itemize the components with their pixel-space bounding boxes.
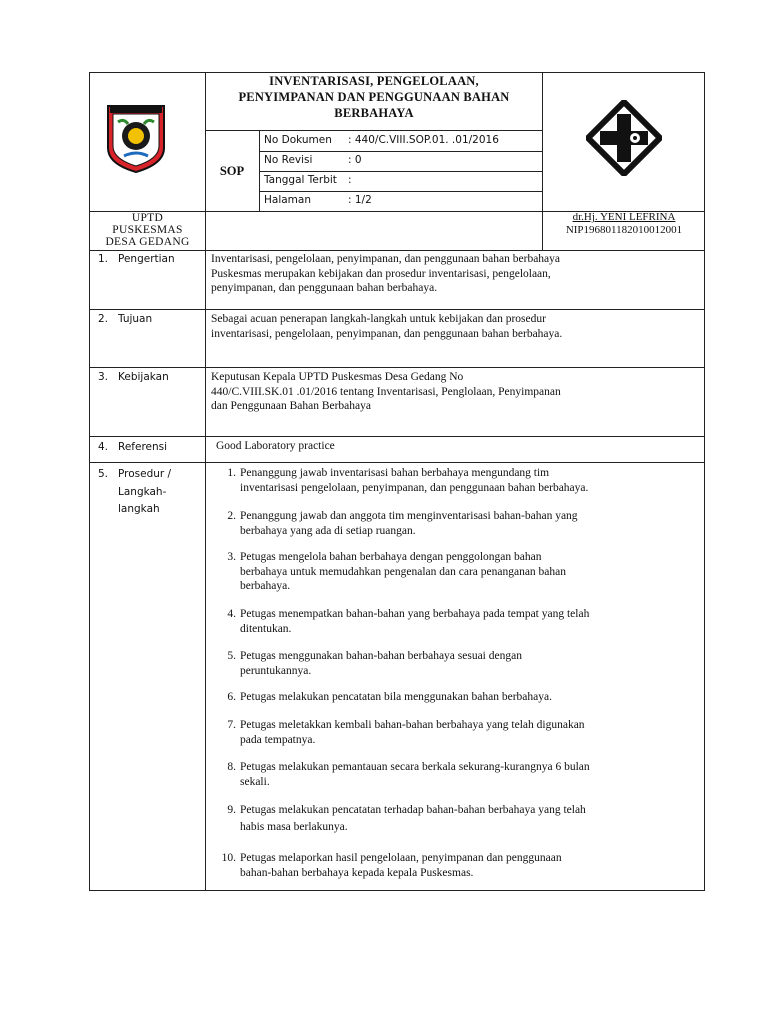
- step-line: Petugas melakukan pemantauan secara berkala sekurang-kurangnya 6 bulan: [240, 761, 590, 773]
- text-line: dan Penggunaan Bahan Berbahaya: [211, 400, 371, 412]
- text-line: Puskesmas merupakan kebijakan dan prosedur inventarisasi, pengelolaan,: [211, 267, 551, 280]
- step-line: ditentukan.: [240, 622, 292, 635]
- step-line: sekali.: [240, 775, 270, 788]
- step-line: berbahaya.: [240, 580, 291, 592]
- step-line: inventarisasi pengelolaan, penyimpanan, dan penggunaan bahan berbahaya.: [240, 481, 589, 494]
- signer-block: [544, 211, 704, 237]
- section-body-referensi: Good Laboratory practice: [216, 440, 335, 452]
- signer-nip: NIP196801182010012001: [565, 224, 683, 236]
- document-title: [206, 73, 542, 121]
- section-number: 2.: [98, 313, 109, 325]
- page-value: : 1/2: [348, 194, 372, 206]
- text-line: Keputusan Kepala UPTD Puskesmas Desa Gedang No: [211, 371, 464, 383]
- section-label-tujuan: [98, 311, 152, 327]
- section-title: Pengertian: [118, 253, 175, 265]
- issued-date-label: Tanggal Terbit: [264, 174, 337, 186]
- step-line: Petugas menggunakan bahan-bahan berbahaya sesuai dengan: [240, 650, 522, 662]
- step-line: Petugas melakukan pencatatan terhadap bahan-bahan berbahaya yang telah: [240, 804, 586, 816]
- step-line: Petugas melakukan pencatatan bila menggunakan bahan berbahaya.: [240, 691, 552, 703]
- section-body-kebijakan: [211, 370, 697, 414]
- section-title: Referensi: [118, 441, 168, 453]
- org-line: UPTD: [131, 212, 164, 224]
- step-line: peruntukannya.: [240, 664, 312, 677]
- organization-name: [90, 212, 205, 248]
- section-label-kebijakan: [98, 369, 169, 385]
- section-body-tujuan: [211, 312, 697, 341]
- step-number: 1.: [227, 467, 236, 479]
- issued-date-value: :: [348, 174, 352, 186]
- title-line: BERBAHAYA: [334, 106, 414, 120]
- section-label-referensi: [98, 439, 167, 455]
- org-line: DESA GEDANG: [105, 236, 190, 248]
- text-line: penyimpanan, dan penggunaan bahan berbahaya.: [211, 282, 438, 294]
- text-line: inventarisasi, pengelolaan, penyimpanan, dan penggunaan bahan berbahaya.: [211, 327, 563, 340]
- section-number: 5.: [98, 468, 109, 480]
- page-label: Halaman: [264, 194, 311, 206]
- regency-emblem-text: KOTA SUNGAI PENUH: [109, 99, 163, 104]
- signer-name: dr.Hj. YENI LEFRINA: [572, 211, 676, 223]
- step-line: Petugas mengelola bahan berbahaya dengan penggolongan bahan: [240, 551, 542, 563]
- section-title-line: langkah: [118, 503, 160, 515]
- step-number: 5.: [227, 650, 236, 662]
- step-number: 6.: [227, 691, 236, 703]
- section-label-pengertian: [98, 251, 175, 267]
- revision-value: : 0: [348, 154, 362, 166]
- section-title: Kebijakan: [118, 371, 169, 383]
- step-number: 2.: [227, 510, 236, 522]
- section-title: Prosedur /: [118, 468, 172, 480]
- step-line: Petugas meletakkan kembali bahan-bahan berbahaya yang telah digunakan: [240, 719, 585, 731]
- section-number: 1.: [98, 253, 109, 265]
- title-line: PENYIMPANAN DAN PENGGUNAAN BAHAN: [238, 90, 510, 104]
- text-line: Sebagai acuan penerapan langkah-langkah untuk kebijakan dan prosedur: [211, 313, 546, 325]
- section-title-line: Langkah-: [118, 486, 167, 498]
- text-line: 440/C.VIII.SK.01 .01/2016 tentang Inventarisasi, Penglolaan, Penyimpanan: [211, 385, 561, 398]
- step-line: bahan-bahan berbahaya kepada kepala Puskesmas.: [240, 866, 474, 879]
- puskesmas-cross-icon: [586, 100, 662, 181]
- step-number: 10.: [221, 852, 236, 864]
- title-line: INVENTARISASI, PENGELOLAAN,: [269, 74, 479, 88]
- step-line: berbahaya yang ada di setiap ruangan.: [240, 524, 416, 537]
- step-line: pada tempatnya.: [240, 733, 316, 746]
- step-line: Penanggung jawab inventarisasi bahan berbahaya mengundang tim: [240, 467, 550, 479]
- step-number: 7.: [227, 719, 236, 731]
- step-line: berbahaya untuk memudahkan pengenalan dan cara penanganan bahan: [240, 565, 567, 578]
- step-line: habis masa berlakunya.: [240, 821, 348, 833]
- section-number: 3.: [98, 371, 109, 383]
- step-line: Penanggung jawab dan anggota tim menginventarisasi bahan-bahan yang: [240, 510, 578, 522]
- step-number: 3.: [227, 551, 236, 563]
- text-line: Inventarisasi, pengelolaan, penyimpanan, dan penggunaan bahan berbahaya: [211, 253, 561, 265]
- step-line: Petugas melaporkan hasil pengelolaan, penyimpanan dan penggunaan: [240, 852, 562, 864]
- doc-number-value: : 440/C.VIII.SOP.01. .01/2016: [348, 134, 499, 146]
- revision-label: No Revisi: [264, 154, 313, 166]
- section-title: Tujuan: [118, 313, 153, 325]
- section-body-pengertian: [211, 252, 697, 296]
- step-number: 4.: [227, 608, 236, 620]
- step-line: Petugas menempatkan bahan-bahan yang berbahaya pada tempat yang telah: [240, 608, 590, 620]
- section-number: 4.: [98, 441, 109, 453]
- doc-number-label: No Dokumen: [264, 134, 332, 146]
- sop-label: SOP: [219, 164, 245, 178]
- step-number: 8.: [227, 761, 236, 773]
- regency-emblem-icon: [104, 98, 168, 179]
- step-number: 9.: [227, 804, 236, 816]
- org-line: PUSKESMAS: [112, 224, 183, 236]
- section-label-prosedur: [98, 466, 171, 482]
